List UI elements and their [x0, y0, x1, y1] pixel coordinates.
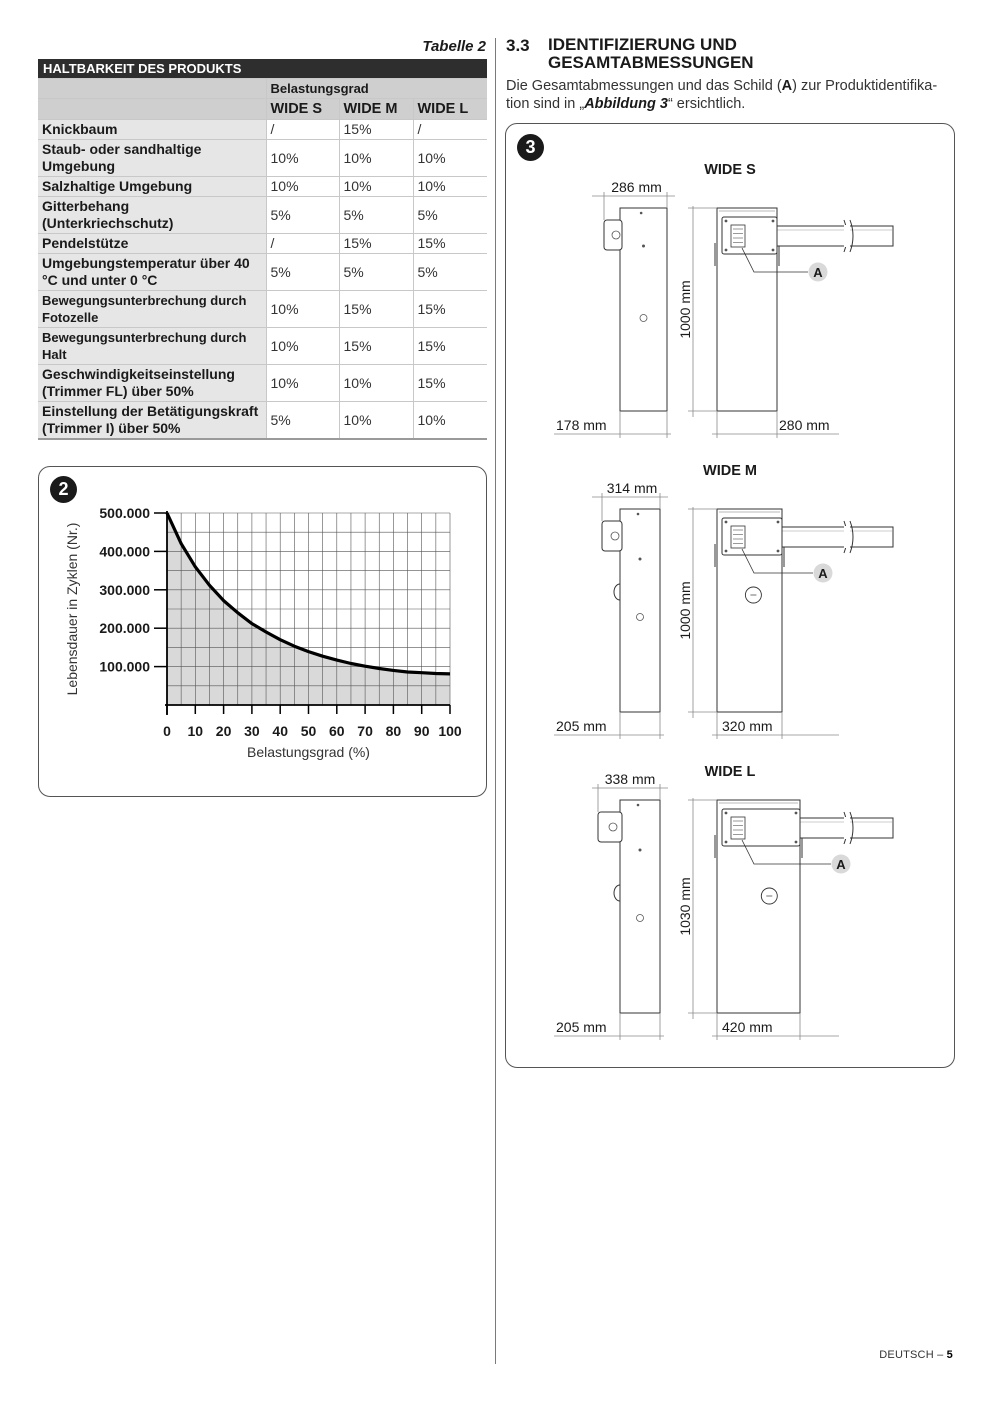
model-drawing-wide-m — [556, 463, 893, 734]
table-row — [38, 234, 487, 254]
screw — [725, 812, 728, 815]
figure-number-badge: 2 — [50, 476, 77, 503]
cell: 5% — [266, 197, 339, 234]
intro-text: Die Gesamtabmessungen und das Schild ( — [506, 78, 782, 94]
row-label: Bewegungsunterbrechung durch Halt — [38, 328, 266, 365]
section-number: 3.3 — [506, 36, 530, 55]
cell: 5% — [413, 197, 487, 234]
intro-text: “ ersichtlich. — [667, 96, 746, 112]
screw — [642, 245, 645, 248]
intro-bold: A — [781, 78, 793, 94]
table-row — [38, 254, 487, 291]
row-label: Einstellung der Betätigungskraft (Trimmer I) über 50% — [38, 402, 266, 440]
screw — [725, 220, 728, 223]
cell: / — [266, 234, 339, 254]
figure-number-badge: 3 — [517, 134, 544, 161]
row-label: Umgebungstemperatur über 40 °C und unter 0 °C — [38, 254, 266, 291]
height-label: 1030 mm — [677, 877, 693, 936]
x-axis-label: Belastungsgrad (%) — [247, 744, 370, 760]
screw — [637, 804, 640, 807]
cell: 15% — [339, 234, 413, 254]
y-tick-label: 100.000 — [99, 658, 150, 675]
intro-paragraph — [506, 77, 956, 113]
side-disk — [614, 584, 620, 600]
column-header: WIDE S — [266, 99, 339, 120]
lock-housing — [604, 220, 622, 250]
cell: 15% — [339, 120, 413, 140]
table-row — [38, 177, 487, 197]
screw — [725, 249, 728, 252]
page-footer — [879, 1349, 953, 1361]
section-title — [548, 36, 848, 72]
x-tick-label: 70 — [357, 723, 373, 739]
figure-reference: Abbildung 3 — [584, 96, 668, 112]
base-label: 178 mm — [556, 417, 607, 433]
row-label: Geschwindigkeitseinstellung (Trimmer FL) über 50% — [38, 365, 266, 402]
cell: 5% — [413, 254, 487, 291]
cell: 5% — [339, 197, 413, 234]
x-tick-label: 60 — [329, 723, 345, 739]
cell: 10% — [413, 140, 487, 177]
row-label: Gitterbehang (Unterkriechschutz) — [38, 197, 266, 234]
durability-table — [38, 59, 487, 440]
screw — [640, 212, 643, 215]
cell: 10% — [266, 177, 339, 197]
boom-break-gap — [844, 526, 850, 548]
side-disk — [614, 885, 620, 901]
intro-text: ) zur Produktidentifika-tion sind in „ — [506, 78, 938, 112]
cell: / — [413, 120, 487, 140]
identification-plate — [731, 526, 745, 548]
screw — [637, 513, 640, 516]
side-view-column — [620, 208, 667, 411]
y-tick-label: 300.000 — [99, 581, 150, 598]
cell: 15% — [413, 328, 487, 365]
x-tick-label: 100 — [438, 723, 462, 739]
cell: 10% — [339, 402, 413, 440]
callout-label: A — [818, 566, 828, 581]
cell: 10% — [266, 140, 339, 177]
identification-plate — [731, 225, 745, 247]
row-label: Knickbaum — [38, 120, 266, 140]
cell: 10% — [339, 177, 413, 197]
depth-label: 314 mm — [606, 480, 658, 496]
cell: 10% — [266, 328, 339, 365]
y-tick-label: 200.000 — [99, 620, 150, 637]
side-view-column — [620, 800, 660, 1013]
callout-label: A — [813, 265, 823, 280]
figure-3-box — [505, 123, 955, 1068]
identification-plate — [731, 817, 745, 839]
base-label: 205 mm — [556, 1019, 607, 1035]
screw — [639, 849, 642, 852]
row-label: Salzhaltige Umgebung — [38, 177, 266, 197]
column-header: WIDE M — [339, 99, 413, 120]
x-tick-label: 20 — [215, 723, 232, 739]
callout-label: A — [836, 857, 846, 872]
page-number: 5 — [946, 1349, 953, 1361]
cell: 15% — [413, 234, 487, 254]
footer-language: DEUTSCH – — [879, 1349, 947, 1361]
boom-mount-plate — [722, 217, 777, 254]
x-tick-label: 50 — [300, 723, 317, 739]
y-axis-label: Lebensdauer in Zyklen (Nr.) — [64, 522, 80, 696]
width-label: 420 mm — [722, 1019, 773, 1035]
table-row — [38, 291, 487, 328]
height-label: 1000 mm — [677, 581, 693, 640]
section-title-line: IDENTIFIZIERUNG UND — [548, 35, 737, 54]
table-row — [38, 328, 487, 365]
cell: 15% — [413, 291, 487, 328]
side-view-column — [620, 509, 660, 712]
x-tick-label: 30 — [244, 723, 260, 739]
model-title: WIDE S — [704, 162, 756, 178]
x-tick-label: 10 — [187, 723, 204, 739]
y-tick-label: 400.000 — [99, 543, 150, 560]
table-row — [38, 402, 487, 440]
row-label: Staub- oder sandhaltige Umgebung — [38, 140, 266, 177]
cell: 10% — [266, 291, 339, 328]
group-header: Belastungsgrad — [266, 79, 487, 99]
durability-chart — [39, 467, 486, 796]
cell: 10% — [339, 140, 413, 177]
model-drawing-wide-s — [556, 162, 893, 433]
cell: 10% — [339, 365, 413, 402]
cell: 15% — [413, 365, 487, 402]
section-title-line: GESAMTABMESSUNGEN — [548, 53, 754, 72]
boom — [769, 226, 893, 246]
depth-label: 338 mm — [604, 771, 656, 787]
table-row — [38, 365, 487, 402]
width-label: 320 mm — [722, 718, 773, 734]
boom-break-gap — [844, 817, 850, 839]
y-tick-label: 500.000 — [99, 505, 150, 521]
cell: 10% — [413, 402, 487, 440]
table-row — [38, 120, 487, 140]
screw — [777, 550, 780, 553]
lock-housing — [598, 812, 622, 842]
figure-2-box — [38, 466, 487, 797]
screw — [725, 841, 728, 844]
x-tick-label: 40 — [272, 723, 288, 739]
screw — [639, 558, 642, 561]
screw — [772, 220, 775, 223]
boom — [774, 527, 893, 547]
column-divider — [495, 38, 496, 1364]
cell: 10% — [413, 177, 487, 197]
height-label: 1000 mm — [677, 280, 693, 339]
cell: 5% — [266, 254, 339, 291]
model-title: WIDE L — [704, 764, 756, 780]
table-title: HALTBARKEIT DES PRODUKTS — [38, 59, 487, 79]
base-label: 205 mm — [556, 718, 607, 734]
row-label: Pendelstütze — [38, 234, 266, 254]
cell: 15% — [339, 328, 413, 365]
cell: / — [266, 120, 339, 140]
screw — [725, 550, 728, 553]
depth-label: 286 mm — [611, 179, 662, 195]
row-label: Bewegungsunterbrechung durch Fotozelle — [38, 291, 266, 328]
screw — [795, 812, 798, 815]
screw — [777, 521, 780, 524]
model-drawing-wide-l — [556, 764, 893, 1035]
x-tick-label: 90 — [413, 723, 430, 739]
x-tick-label: 0 — [163, 723, 171, 739]
cell: 5% — [266, 402, 339, 440]
cell: 10% — [266, 365, 339, 402]
cell: 5% — [339, 254, 413, 291]
column-header: WIDE L — [413, 99, 487, 120]
dimension-drawings — [506, 124, 954, 1067]
table-row — [38, 197, 487, 234]
cell: 15% — [339, 291, 413, 328]
x-tick-label: 80 — [385, 723, 402, 739]
boom-break-gap — [844, 225, 850, 247]
model-title: WIDE M — [703, 463, 757, 479]
screw — [725, 521, 728, 524]
boom — [792, 818, 893, 838]
table-row — [38, 140, 487, 177]
table-caption: Tabelle 2 — [422, 38, 486, 55]
width-label: 280 mm — [779, 417, 830, 433]
screw — [795, 841, 798, 844]
screw — [772, 249, 775, 252]
